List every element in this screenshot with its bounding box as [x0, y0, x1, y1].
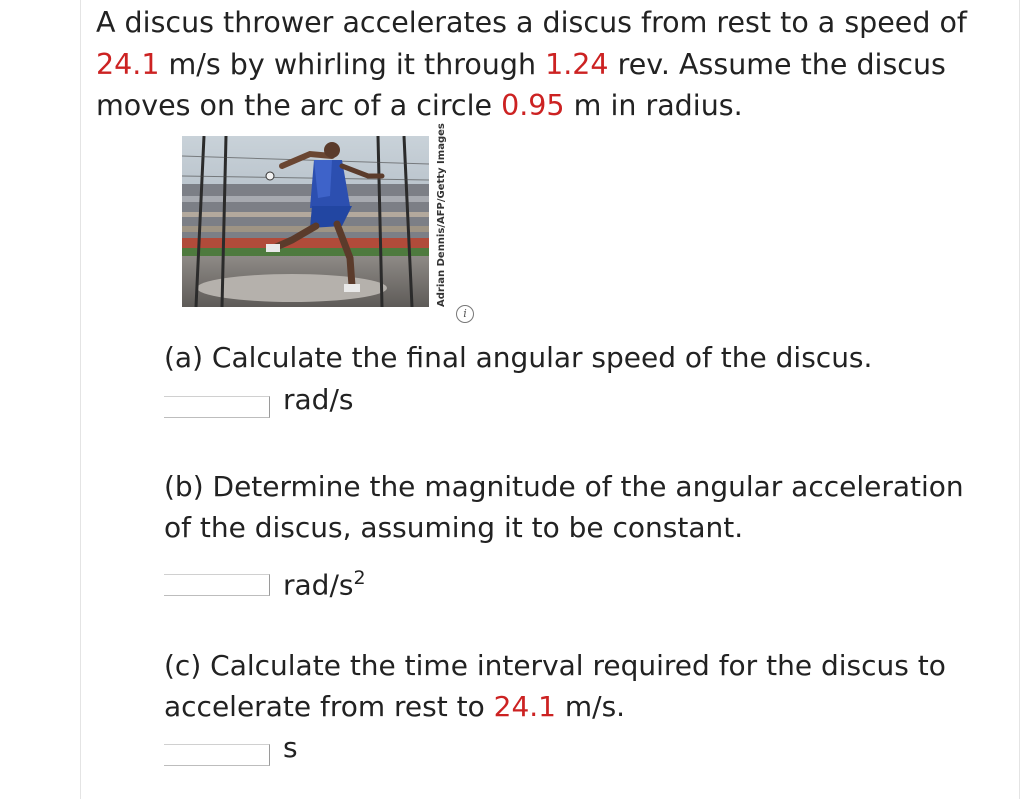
answer-input-a[interactable] — [164, 396, 270, 418]
problem-statement — [96, 2, 996, 127]
question-c — [164, 645, 994, 727]
question-c-text: (c) Calculate the time interval required for the discus to accelerate from rest to — [164, 649, 946, 723]
info-icon[interactable]: i — [456, 305, 474, 323]
question-c-speed: 24.1 — [493, 690, 556, 723]
intro-text-1: A discus thrower accelerates a discus from rest to a speed of — [96, 6, 967, 39]
question-a: (a) Calculate the final angular speed of the discus. — [164, 341, 873, 374]
discus-thrower-photo — [182, 136, 429, 307]
unit-c: s — [283, 731, 298, 764]
question-c-unit-text: m/s. — [555, 690, 626, 723]
photo-credit: Adrian Dennis/AFP/Getty Images — [436, 123, 447, 307]
given-speed: 24.1 — [96, 47, 160, 81]
photo-illustration — [182, 136, 429, 307]
question-b: (b) Determine the magnitude of the angular acceleration of the discus, assuming it to be constant. — [164, 470, 964, 544]
unit-b-base: rad/s — [283, 568, 354, 602]
given-revolutions: 1.24 — [545, 47, 609, 81]
given-radius: 0.95 — [501, 89, 565, 122]
intro-text-3: rev. Assume the discus moves on the arc of a circle — [96, 47, 946, 122]
unit-b — [283, 561, 366, 602]
answer-input-c[interactable] — [164, 744, 270, 766]
intro-text-4: m in radius. — [564, 89, 743, 122]
unit-b-exponent: 2 — [353, 567, 366, 589]
answer-input-b[interactable] — [164, 574, 270, 596]
unit-a: rad/s — [283, 383, 354, 416]
intro-text-2: m/s by whirling it through — [159, 47, 546, 81]
